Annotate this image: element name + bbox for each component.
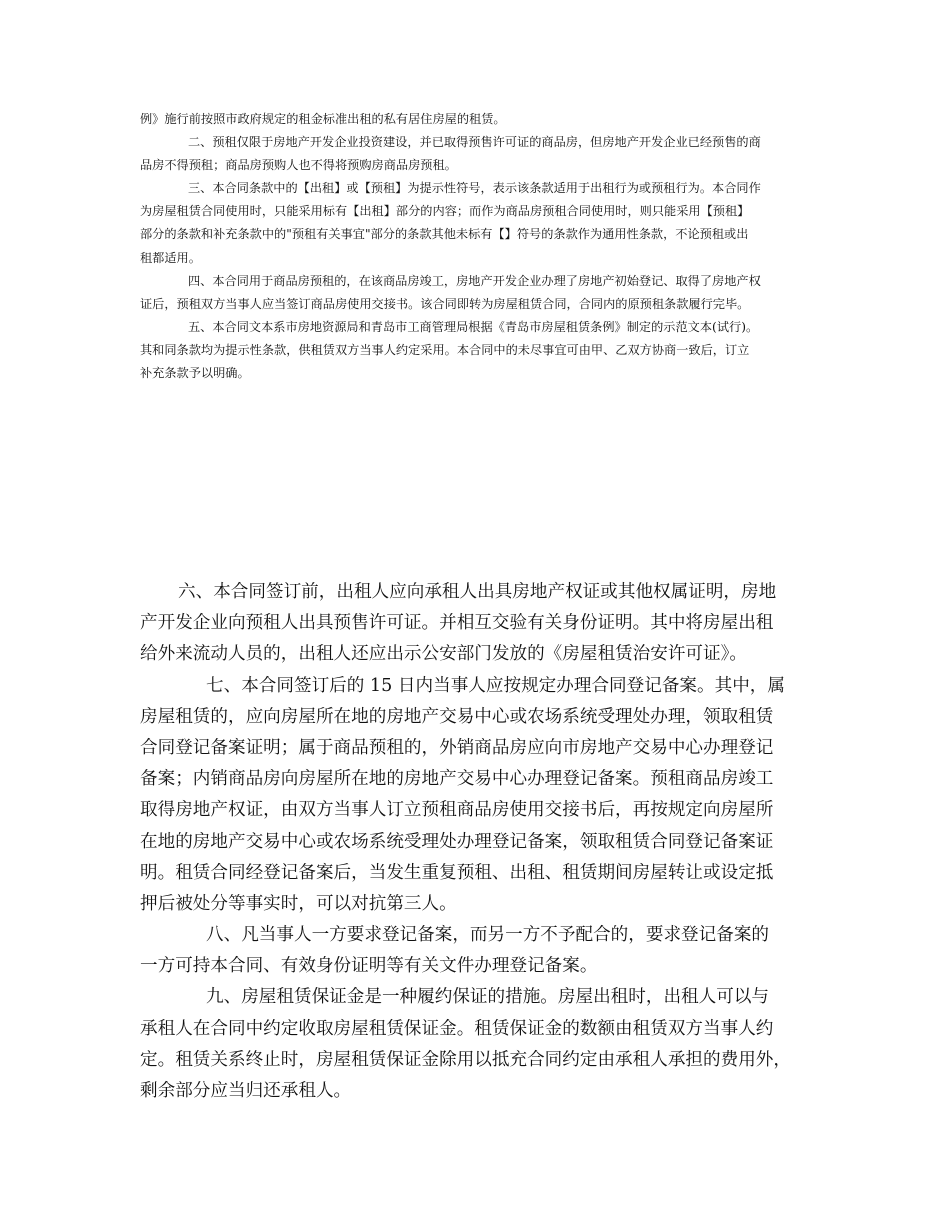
note-line-11: 其和同条款均为提示性条款，供租赁双方当事人约定采用。本合同中的未尽事宜可由甲、乙双方协商一致后，订立: [140, 342, 750, 357]
clause-nine-line-2: 承租人在合同中约定收取房屋租赁保证金。租赁保证金的数额由租赁双方当事人约: [140, 1018, 774, 1039]
notes-section: [140, 108, 810, 385]
clause-seven-line-7: 明。租赁合同经登记备案后，当发生重复预租、出租、租赁期间房屋转让或设定抵: [140, 862, 774, 883]
note-line-1: 例》施行前按照市政府规定的租金标准出租的私有居住房屋的租赁。: [140, 112, 506, 126]
clause-six-line-1: 六、本合同签订前，出租人应向承租人出具房地产权证或其他权属证明，房地: [178, 582, 777, 602]
clause-eight-line-2: 一方可持本合同、有效身份证明等有关文件办理登记备案。: [140, 956, 598, 977]
note-line-8: 四、本合同用于商品房预租的，在该商品房竣工，房地产开发企业办理了房地产初始登记、取得了房地产权: [188, 273, 761, 288]
clause-nine-line-4: 剩余部分应当归还承租人。: [140, 1081, 352, 1101]
clause-seven-line-1: 七、本合同签订后的 15 日内当事人应按规定办理合同登记备案。其中，属: [206, 675, 785, 696]
note-line-3: 品房不得预租；商品房预购人也不得将预购房商品房预租。: [140, 158, 457, 173]
clause-nine-line-1: 九、房屋租赁保证金是一种履约保证的措施。房屋出租时，出租人可以与: [206, 987, 770, 1008]
clause-seven-line-4: 备案；内销商品房向房屋所在地的房地产交易中心办理登记备案。预租商品房竣工: [140, 769, 774, 790]
clause-seven-line-6: 在地的房地产交易中心或农场系统受理处办理登记备案，领取租赁合同登记备案证: [140, 831, 774, 852]
clause-seven-line-8: 押后被处分等事实时，可以对抗第三人。: [140, 893, 457, 914]
note-line-2: 二、预租仅限于房地产开发企业投资建设，并已取得预售许可证的商品房，但房地产开发企业已经预售的商: [188, 135, 761, 150]
note-line-5: 为房屋租赁合同使用时，只能采用标有【出租】部分的内容；而作为商品房预租合同使用时，则只能采用【预租】: [140, 204, 750, 219]
note-line-10: 五、本合同文本系市房地资源局和青岛市工商管理局根据《青岛市房屋租赁条例》制定的示范文本(试行)。: [188, 319, 759, 334]
clause-six-line-3: 给外来流动人员的，出租人还应出示公安部门发放的《房屋租赁治安许可证》。: [140, 644, 747, 665]
clause-seven-line-3: 合同登记备案证明；属于商品预租的，外销商品房应向市房地产交易中心办理登记: [140, 737, 774, 758]
clauses-section: [140, 577, 830, 1107]
note-line-7: 租都适用。: [140, 250, 201, 265]
note-line-4: 三、本合同条款中的【出租】或【预租】为提示性符号，表示该条款适用于出租行为或预租行为。本合同作: [188, 181, 761, 196]
clause-seven-line-2: 房屋租赁的，应向房屋所在地的房地产交易中心或农场系统受理处办理，领取租赁: [140, 706, 774, 727]
clause-nine-line-3: 定。租赁关系终止时，房屋租赁保证金除用以抵充合同约定由承租人承担的费用外，: [140, 1049, 791, 1070]
note-line-6: 部分的条款和补充条款中的"预租有关事宜"部分的条款其他未标有【】符号的条款作为通用性条款，不论预租或出: [140, 227, 749, 242]
note-line-12: 补充条款予以明确。: [140, 366, 250, 381]
clause-eight-line-1: 八、凡当事人一方要求登记备案，而另一方不予配合的，要求登记备案的: [206, 925, 770, 946]
note-line-9: 证后，预租双方当事人应当签订商品房使用交接书。该合同即转为房屋租赁合同，合同内的原预租条款履行完毕。: [140, 296, 750, 311]
clause-six-line-2: 产开发企业向预租人出具预售许可证。并相互交验有关身份证明。其中将房屋出租: [140, 613, 774, 634]
clause-seven-line-5: 取得房地产权证，由双方当事人订立预租商品房使用交接书后，再按规定向房屋所: [140, 800, 774, 821]
